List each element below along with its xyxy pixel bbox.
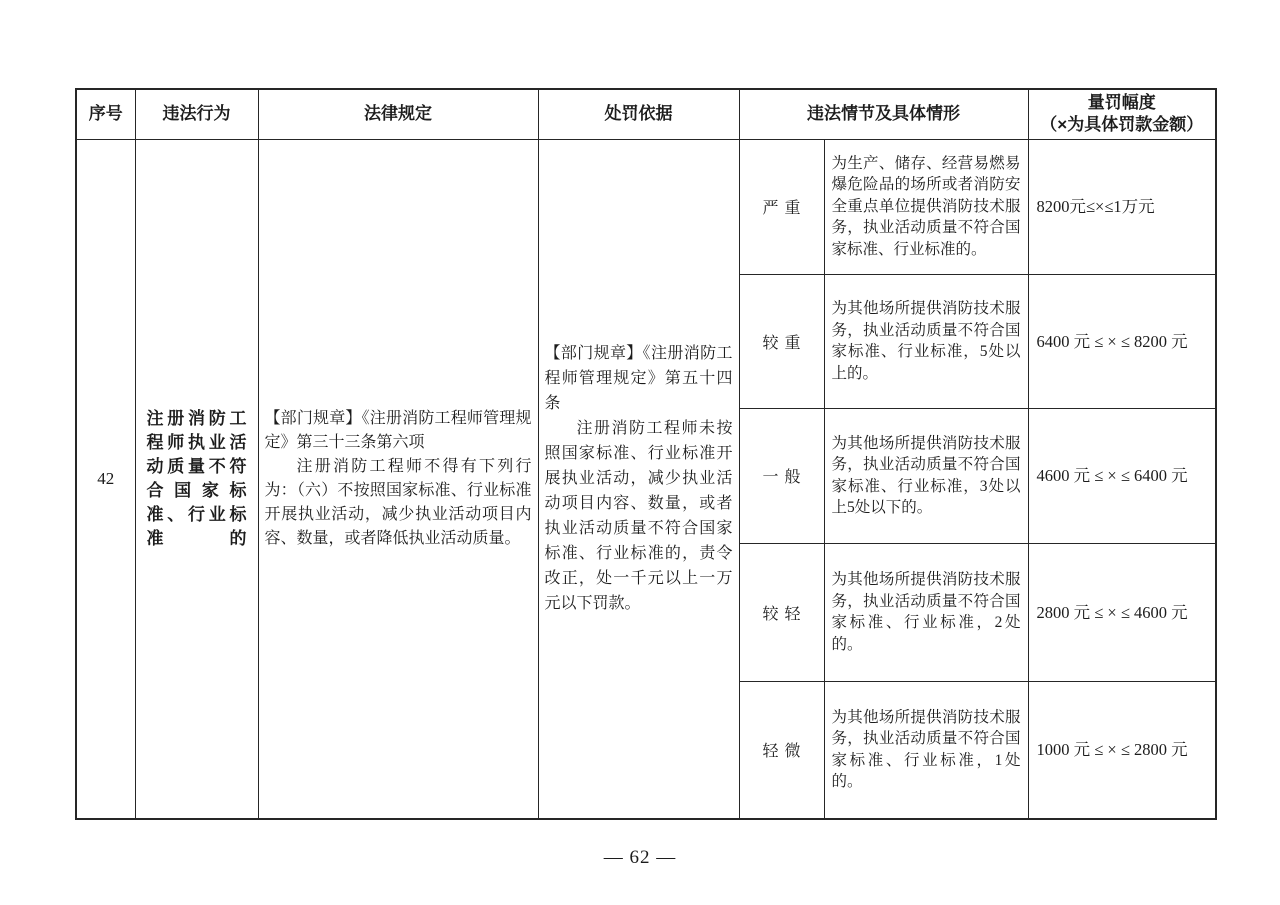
col-header-violation: 违法行为 — [135, 89, 258, 139]
severity-label: 严重 — [739, 139, 824, 274]
penalty-range-value: 2800 元 ≤ × ≤ 4600 元 — [1028, 543, 1216, 681]
situation-text: 为其他场所提供消防技术服务，执业活动质量不符合国家标准、行业标准，3处以上5处以下的。 — [824, 408, 1028, 543]
col-header-legal-provision: 法律规定 — [258, 89, 538, 139]
penalty-basis-text: 注册消防工程师未按照国家标准、行业标准开展执业活动，减少执业活动项目内容、数量，或者执业活动质量不符合国家标准、行业标准的，责令改正，处一千元以上一万元以下罚款。 — [544, 420, 733, 613]
situation-text: 为其他场所提供消防技术服务，执业活动质量不符合国家标准、行业标准，2处的。 — [824, 543, 1028, 681]
serial-number-cell: 42 — [76, 139, 135, 819]
col-header-circumstances: 违法情节及具体情形 — [739, 89, 1028, 139]
legal-provision-citation: 【部门规章】《注册消防工程师管理规定》第三十三条第六项 — [264, 409, 532, 451]
page-number: — 62 — — [603, 847, 677, 868]
penalty-basis-citation: 【部门规章】《注册消防工程师管理规定》第五十四条 — [544, 345, 733, 413]
situation-text: 为生产、储存、经营易燃易爆危险品的场所或者消防安全重点单位提供消防技术服务，执业活动质量不符合国家标准、行业标准的。 — [824, 139, 1028, 274]
penalty-table — [75, 88, 1217, 820]
severity-label: 一般 — [739, 408, 824, 543]
penalty-range-value: 4600 元 ≤ × ≤ 6400 元 — [1028, 408, 1216, 543]
violation-cell: 注册消防工程师执业活动质量不符合国家标准、行业标准的 — [135, 139, 258, 819]
col-header-penalty-basis: 处罚依据 — [538, 89, 739, 139]
penalty-range-value: 1000 元 ≤ × ≤ 2800 元 — [1028, 681, 1216, 819]
severity-label: 较轻 — [739, 543, 824, 681]
table-header-row — [76, 89, 1216, 139]
penalty-basis-cell — [538, 139, 739, 819]
severity-label: 较重 — [739, 274, 824, 408]
penalty-range-title: 量罚幅度 — [1087, 93, 1156, 113]
severity-label: 轻微 — [739, 681, 824, 819]
penalty-range-value: 6400 元 ≤ × ≤ 8200 元 — [1028, 274, 1216, 408]
penalty-range-note: （×为具体罚款金额） — [1040, 115, 1204, 135]
col-header-serial: 序号 — [76, 89, 135, 139]
table-row-severe — [76, 139, 1216, 274]
legal-provision-cell — [258, 139, 538, 819]
penalty-range-value: 8200元≤×≤1万元 — [1028, 139, 1216, 274]
col-header-penalty-range — [1028, 89, 1216, 139]
legal-provision-text: 注册消防工程师不得有下列行为：（六）不按照国家标准、行业标准开展执业活动，减少执业活动项目内容、数量，或者降低执业活动质量。 — [264, 457, 532, 547]
situation-text: 为其他场所提供消防技术服务，执业活动质量不符合国家标准、行业标准，1处的。 — [824, 681, 1028, 819]
situation-text: 为其他场所提供消防技术服务，执业活动质量不符合国家标准、行业标准，5处以上的。 — [824, 274, 1028, 408]
